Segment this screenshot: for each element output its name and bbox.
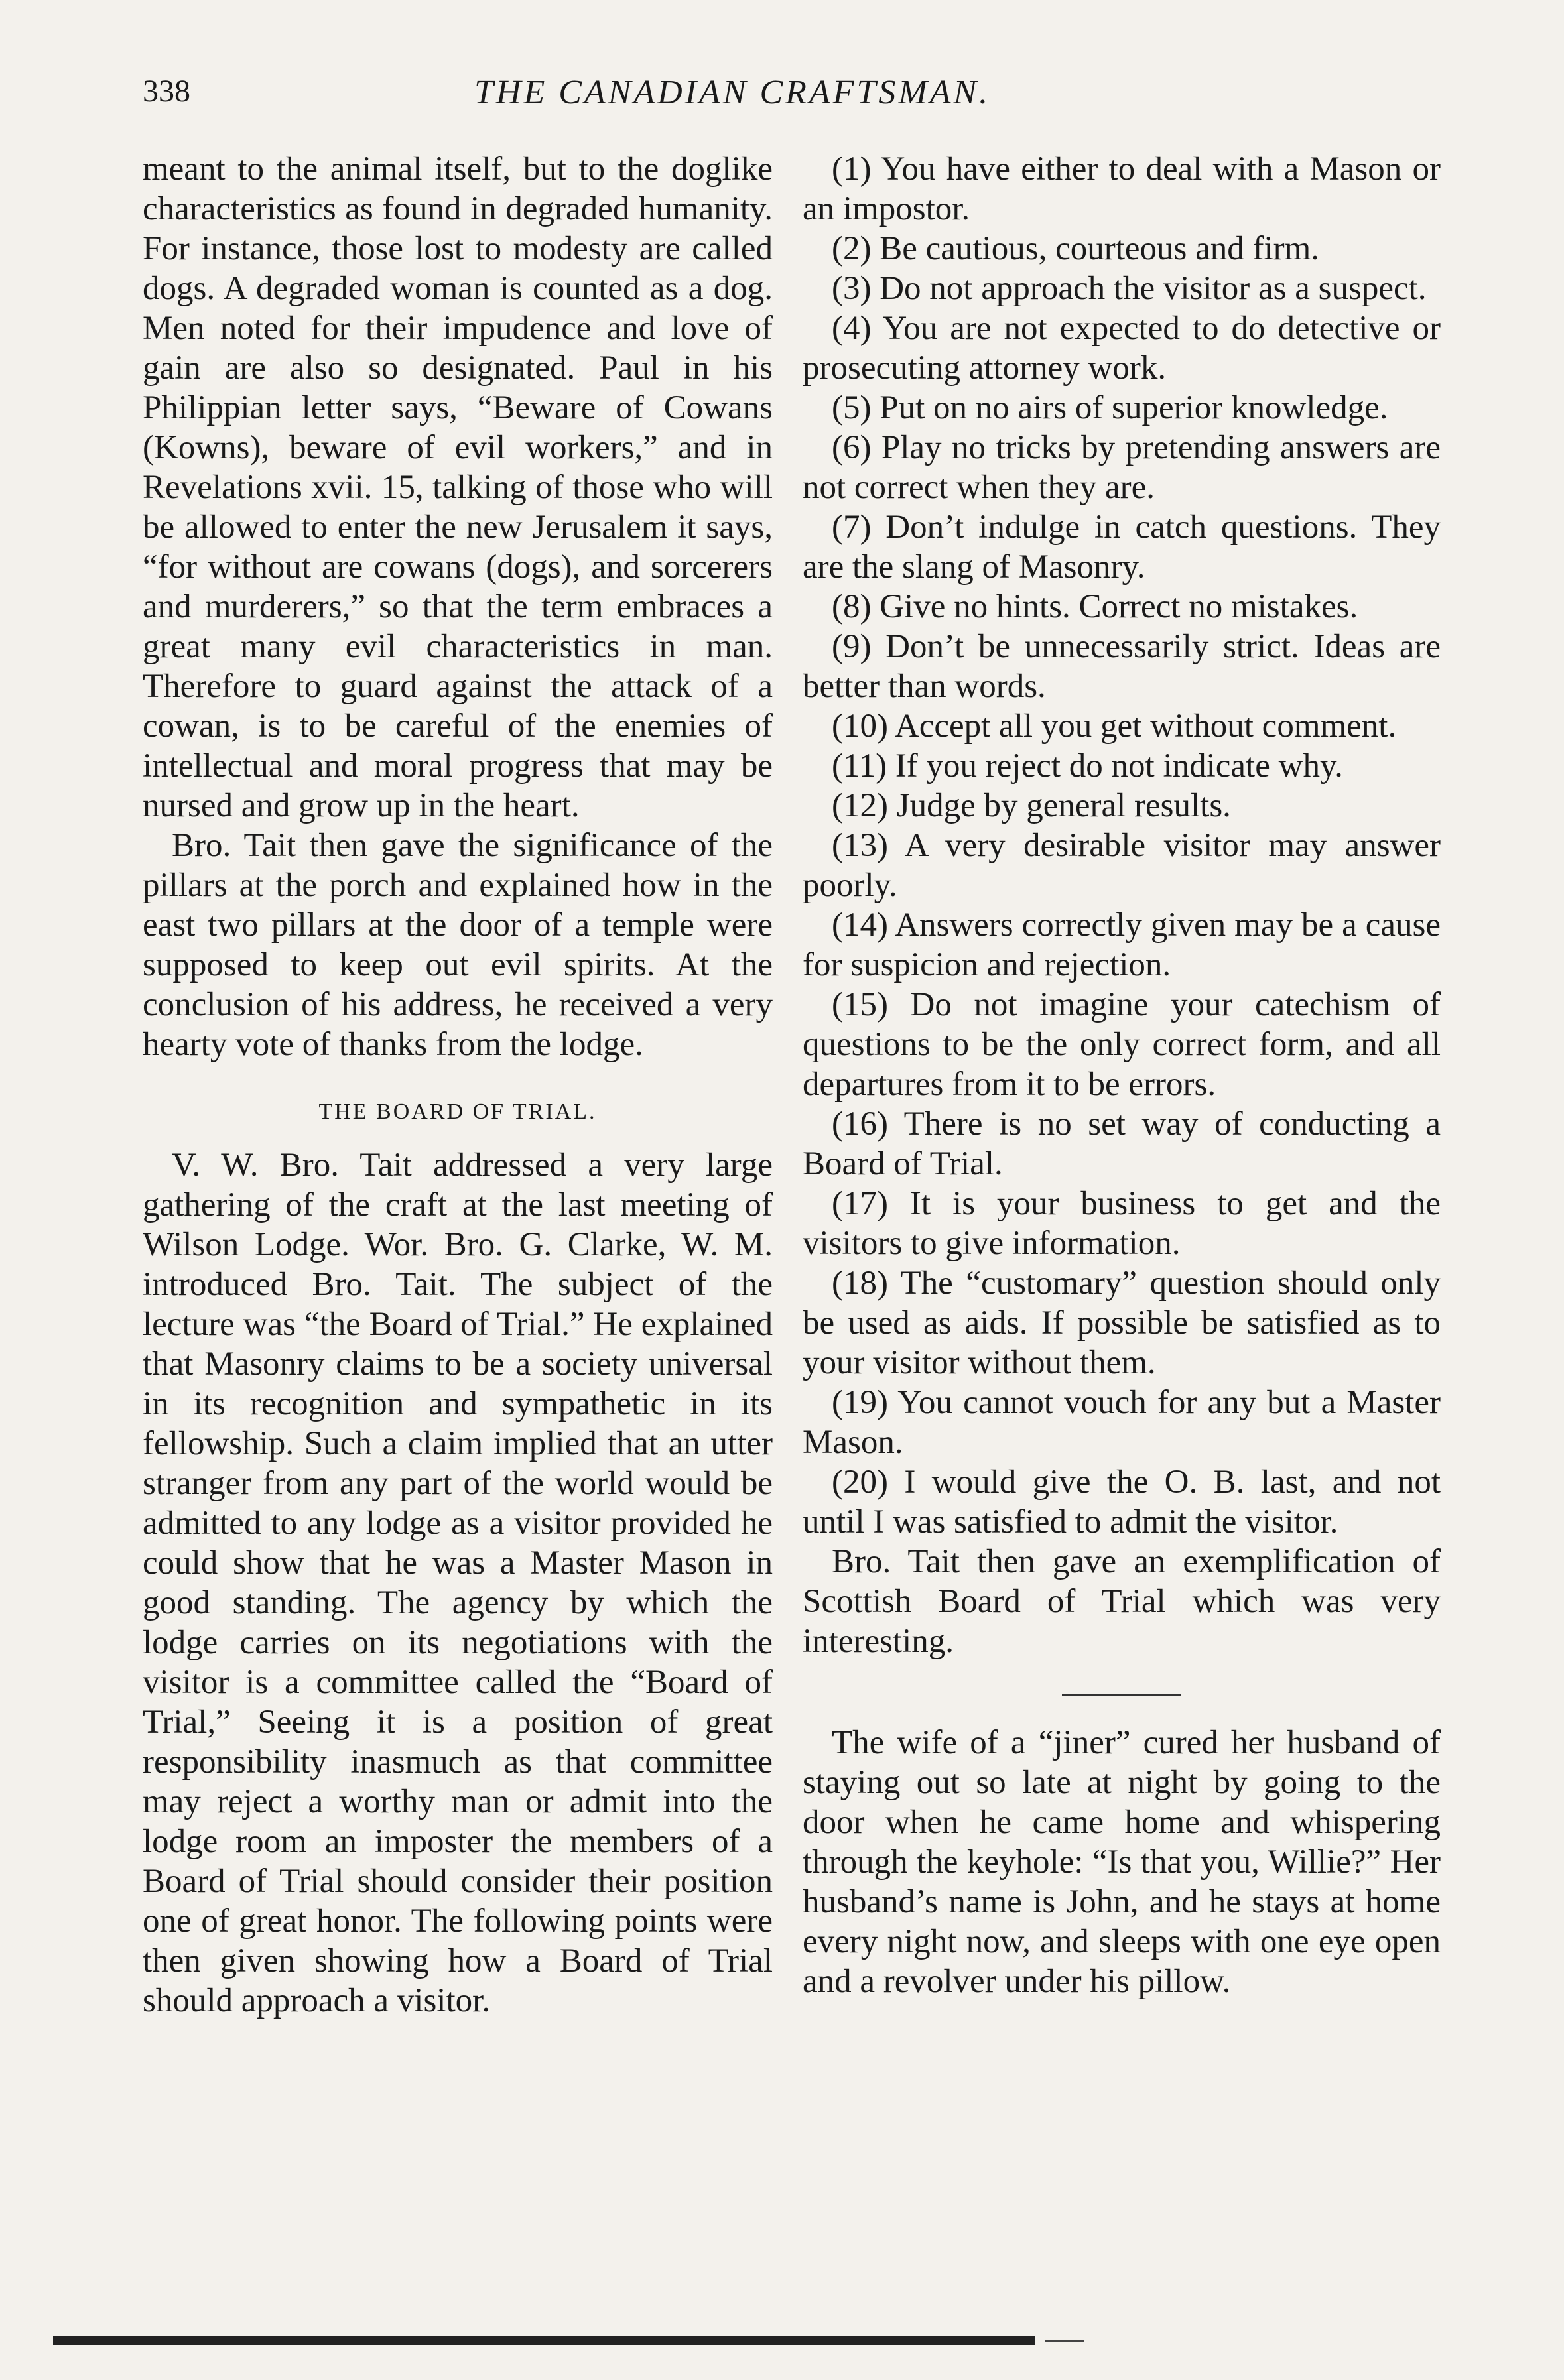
list-item: (15) Do not imagine your catechism of questions to be the only correct form, and all departures from it to be errors. — [803, 986, 1441, 1103]
list-item: (9) Don’t be unnecessarily strict. Ideas are better than words. — [803, 628, 1441, 705]
list-item: (20) I would give the O. B. last, and not until I was satisfied to admit the visitor. — [803, 1464, 1441, 1540]
list-item: (5) Put on no airs of superior knowledge. — [832, 389, 1388, 426]
body-paragraph: Bro. Tait then gave the significance of the pillars at the porch and explained how in the east two pillars at the door of a temple were supposed to keep out evil spirits. At the conclusion of his address, he received a very hearty vote of thanks from the lodge. — [143, 827, 773, 1063]
list-item: (16) There is no set way of conducting a Board of Trial. — [803, 1105, 1441, 1182]
list-item: (19) You cannot vouch for any but a Master Mason. — [803, 1384, 1441, 1461]
list-item: (8) Give no hints. Correct no mistakes. — [832, 588, 1358, 625]
bottom-scan-bar — [53, 2336, 1035, 2345]
page-header — [143, 73, 1443, 126]
body-paragraph: V. W. Bro. Tait addressed a very large gathering of the craft at the last meeting of Wilson Lodge. Wor. Bro. G. Clarke, W. M. introduced Bro. Tait. The subject of the lecture was “the Board of Trial.” He explained that Masonry claims to be a society universal in its recognition and sympathetic in its fellowship. Such a claim implied that an utter stranger from any part of the world would be admitted to any lodge as a visitor provided he could show that he was a Master Mason in good standing. The agency by which the lodge carries on its negotiations with the visitor is a committee called the “Board of Trial,” Seeing it is a position of great responsibility inasmuch as that committee may reject a worthy man or admit into the lodge room an imposter the members of a Board of Trial should consider their position one of great honor. The following points were then given showing how a Board of Trial should approach a visitor. — [143, 1147, 773, 2019]
closing-paragraph: Bro. Tait then gave an exemplification of Scottish Board of Trial which was very interesting. — [803, 1543, 1441, 1660]
left-column — [143, 149, 773, 2021]
list-item: (1) You have either to deal with a Mason or an impostor. — [803, 151, 1441, 227]
list-item: (6) Play no tricks by pretending answers are not correct when they are. — [803, 429, 1441, 506]
bottom-dash — [1045, 2340, 1084, 2342]
body-paragraph: meant to the animal itself, but to the doglike characteristics as found in degraded humanity. For instance, those lost to modesty are called dogs. A degraded woman is counted as a dog. Men noted for their impudence and love of gain are also so designated. Paul in his Philippian letter says, “Beware of Cowans (Kowns), beware of evil workers,” and in Revelations xvii. 15, talking of those who will be allowed to enter the new Jerusalem it says, “for without are cowans (dogs), and sorcerers and murderers,” so that the term embraces a great many evil characteristics in man. Therefore to guard against the attack of a cowan, is to be careful of the enemies of intellectual and moral progress that may be nursed and grow up in the heart. — [143, 151, 773, 824]
points-list — [803, 149, 1441, 1542]
list-item: (13) A very desirable visitor may answer poorly. — [803, 827, 1441, 904]
separator-rule — [1062, 1694, 1181, 1696]
list-item: (14) Answers correctly given may be a cause for suspicion and rejection. — [803, 907, 1441, 983]
list-item: (11) If you reject do not indicate why. — [832, 747, 1343, 784]
list-item: (2) Be cautious, courteous and firm. — [832, 230, 1320, 267]
list-item: (4) You are not expected to do detective or prosecuting attorney work. — [803, 310, 1441, 387]
list-item: (12) Judge by general results. — [832, 787, 1231, 824]
list-item: (10) Accept all you get without comment. — [832, 708, 1397, 745]
list-item: (3) Do not approach the visitor as a suspect. — [832, 270, 1427, 307]
section-heading: THE BOARD OF TRIAL. — [318, 1099, 597, 1124]
anecdote-paragraph: The wife of a “jiner” cured her husband of staying out so late at night by going to the door when he came home and whispering through the keyhole: “Is that you, Willie?” Her husband’s name is John, and he stays at home every night now, and sleeps with one eye open and a revolver under his pillow. — [803, 1724, 1441, 2000]
list-item: (18) The “customary” question should only be used as aids. If possible be satisfied as to your visitor without them. — [803, 1265, 1441, 1381]
list-item: (17) It is your business to get and the visitors to give information. — [803, 1185, 1441, 1262]
right-column — [803, 149, 1441, 2001]
running-title: THE CANADIAN CRAFTSMAN. — [474, 74, 991, 111]
list-item: (7) Don’t indulge in catch questions. They are the slang of Masonry. — [803, 509, 1441, 586]
page-number: 338 — [143, 74, 190, 109]
